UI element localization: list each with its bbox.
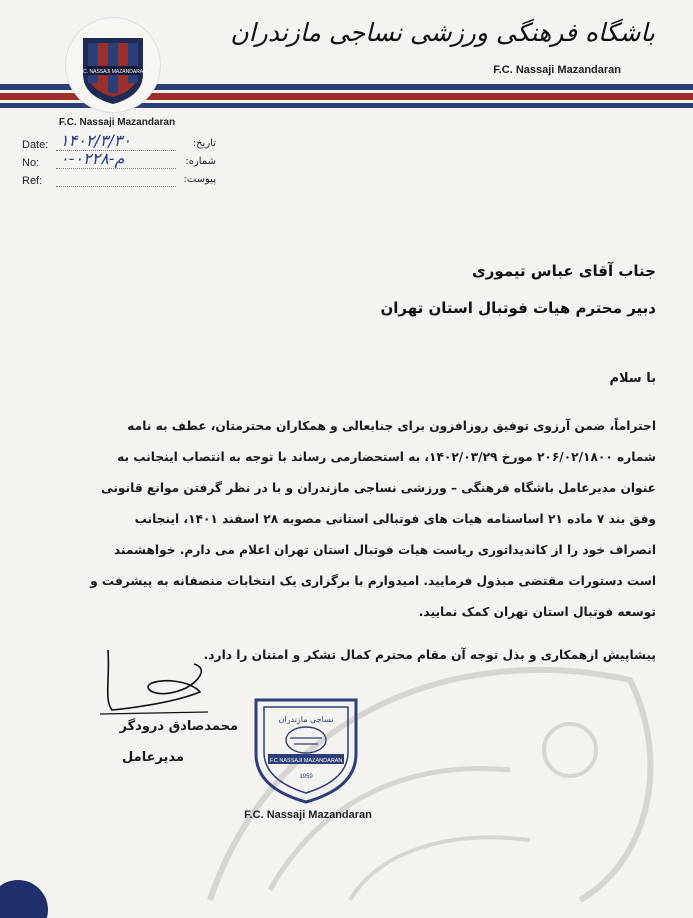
body-line: توسعه فوتبال استان تهران کمک نمایید. — [418, 605, 656, 619]
stamp-ring-text: F.C NASSAJI MAZANDARAN — [269, 758, 343, 764]
number-row — [16, 149, 216, 171]
number-label-en: No: — [22, 157, 40, 169]
body-line: انصراف خود را از کاندیداتوری ریاست هیات فوتبال استان تهران اعلام می دارم. خواهشمند — [113, 543, 656, 557]
logo-text: F.C. NASSAJI MAZANDARAN — [79, 69, 147, 75]
club-name-en: F.C. Nassaji Mazandaran — [493, 64, 621, 76]
date-label-en: Date: — [22, 139, 49, 151]
number-value: ۰-م-۰۲۲۸ — [60, 149, 125, 168]
ref-label-en: Ref: — [22, 175, 43, 187]
ref-label-fa: پیوست: — [183, 174, 216, 185]
signatory-title: مدیرعامل — [122, 750, 184, 765]
stamp-year: 1959 — [299, 774, 313, 780]
date-label-fa: تاریخ: — [192, 138, 216, 149]
club-stamp — [246, 692, 366, 806]
tiger-icon — [286, 727, 326, 753]
letter-body — [26, 411, 656, 628]
signatory-name: محمدصادق درودگر — [119, 719, 238, 734]
ref-row — [16, 173, 216, 189]
body-line: وفق بند ۷ ماده ۲۱ اساسنامه هیات های فوتبالی استانی مصوبه ۲۸ اسفند ۱۴۰۱، اینجانب — [134, 512, 656, 526]
corner-decoration — [0, 880, 48, 918]
signature-scribble — [90, 640, 220, 720]
body-line: عنوان مدیرعامل باشگاه فرهنگی – ورزشی نساجی مازندران و با در نظر گرفتن موانع قانونی — [101, 481, 656, 495]
body-line: است دستورات مقتضی مبذول فرمایید. امیدوارم با برگزاری یک انتخابات منصفانه به پیشرفت و — [90, 574, 656, 588]
number-label-fa: شماره: — [185, 156, 216, 167]
body-line: شماره ۲۰۶/۰۲/۱۸۰۰ مورخ ۱۴۰۲/۰۳/۲۹، به استحضارمی رساند با توجه به انتصاب اینجانب به — [117, 450, 656, 464]
stamp-top-text: نساجی مازندران — [278, 715, 334, 724]
logo-caption: F.C. Nassaji Mazandaran — [58, 117, 176, 128]
body-line: احتراماً، ضمن آرزوی توفیق روزافزون برای جنابعالی و همکاران محترمتان، عطف به نامه — [127, 419, 656, 433]
closing-line: پیشاپیش ازهمکاری و بذل توجه آن مقام محترم کمال تشکر و امتنان را دارد. — [203, 648, 656, 662]
addressee-title: دبیر محترم هیات فوتبال استان تهران — [380, 299, 656, 317]
date-value: ۱۴۰۲/۳/۳۰ — [60, 131, 131, 150]
greeting: با سلام — [609, 371, 656, 386]
club-logo — [66, 18, 160, 112]
club-name-fa: باشگاه فرهنگی ورزشی نساجی مازندران — [230, 18, 655, 47]
stamp-caption: F.C. Nassaji Mazandaran — [244, 809, 372, 821]
addressee-name: جناب آقای عباس تیموری — [472, 262, 656, 280]
